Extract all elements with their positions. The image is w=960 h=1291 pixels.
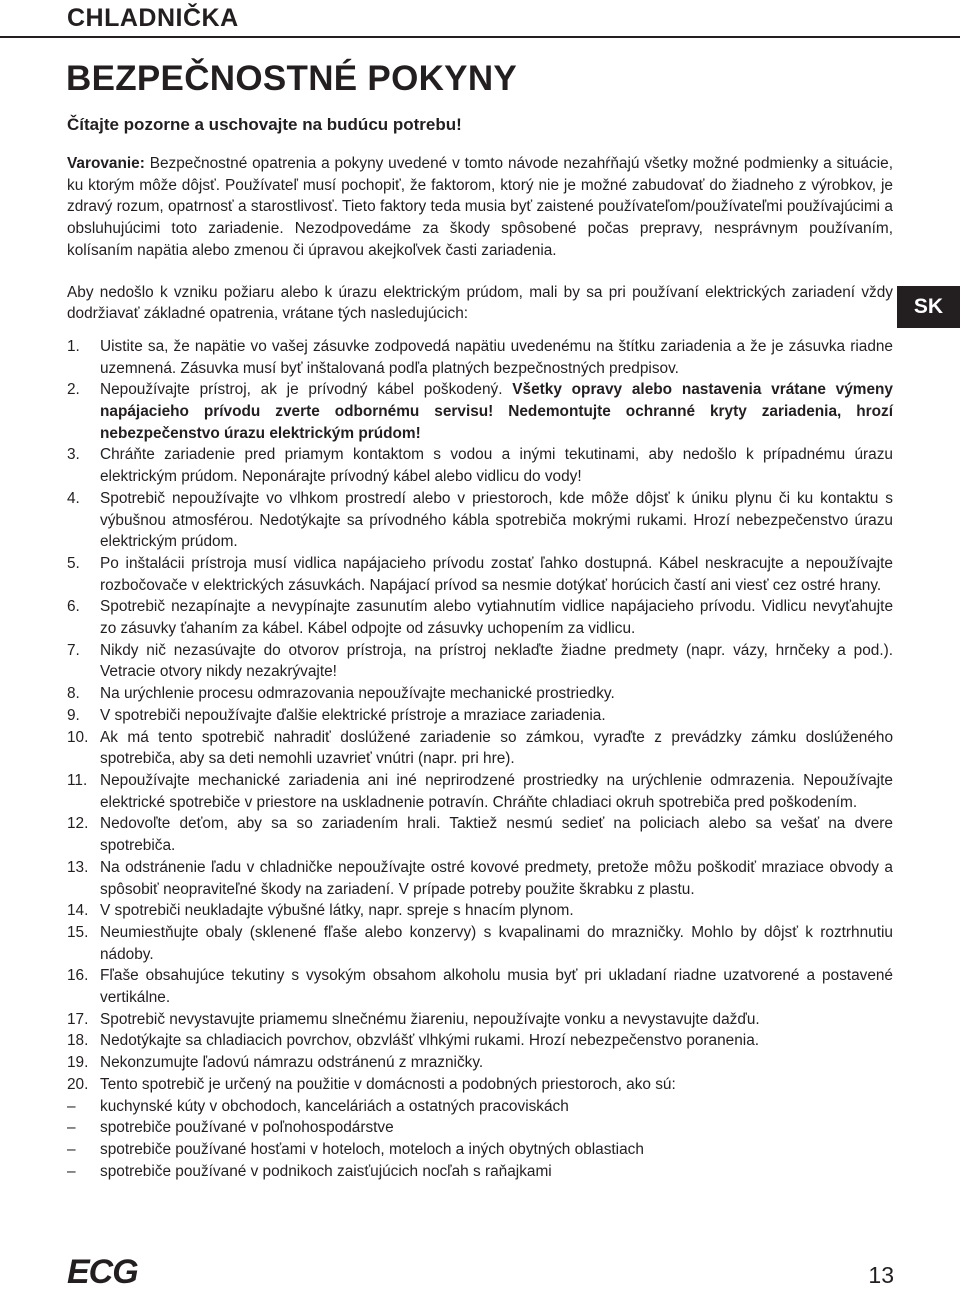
brand-logo: ECG <box>67 1253 138 1291</box>
warning-text: Bezpečnostné opatrenia a pokyny uvedené v tomto návode nezahŕňajú všetky možné podmienky a situácie, ku ktorým môže dôjsť. Používateľ musí pochopiť, že faktorom, ktorý nie je možné zabudovať do žiadneho z výrobkov, je zdravý rozum, opatrnosť a starostlivosť. Tieto faktory teda musia byť zaistené používateľom/používateľmi používajúcimi a obsluhujúcimi toto zariadenie. Nezodpovedáme za škody spôsobené počas prepravy, nesprávnym používaním, kolísaním napätia alebo zmenou či úpravou akejkoľvek časti zariadenia. <box>67 155 893 259</box>
header-bar <box>0 0 960 38</box>
list-item-number: 17. <box>67 1010 89 1028</box>
bullet-item-text: spotrebiče používané v podnikoch zaisťujúcich nocľah s raňajkami <box>100 1162 552 1180</box>
list-item <box>67 1030 893 1052</box>
list-item-number: 10. <box>67 728 89 746</box>
bullet-item-text: kuchynské kúty v obchodoch, kanceláriách a ostatných pracoviskách <box>100 1097 569 1115</box>
list-item-text: Chráňte zariadenie pred priamym kontaktom s vodou a inými tekutinami, aby nedošlo k prípadnému úrazu elektrickým prúdom. Neponárajte prívodný kábel alebo vidlicu do vody! <box>100 446 893 486</box>
list-item-text: Uistite sa, že napätie vo vašej zásuvke zodpovedá napätiu uvedenému na štítku zariadenia a že je zásuvka riadne uzemnená. Zásuvka musí byť inštalovaná podľa platných bezpečnostných predpisov. <box>100 337 893 377</box>
list-item-number: 20. <box>67 1075 89 1093</box>
list-item <box>67 770 893 813</box>
list-item <box>67 553 893 596</box>
list-item-bold-text: Všetky opravy alebo nastavenia vrátane výmeny napájacieho prívodu zverte odbornému servisu! Nedemontujte ochranné kryty zariadenia, hrozí nebezpečenstvo úrazu elektrickým prúdom! <box>100 381 893 442</box>
list-item-number: 18. <box>67 1032 89 1050</box>
list-item <box>67 705 893 727</box>
list-item-text: Spotrebič nezapínajte a nevypínajte zasunutím alebo vytiahnutím vidlice napájacieho prívodu. Vidlicu nevyťahujte zo zásuvky ťahaním za kábel. Kábel odpojte od zásuvky uchopením za vidlicu. <box>100 598 893 638</box>
bullet-item <box>67 1139 893 1161</box>
warning-label: Varovanie: <box>67 155 145 172</box>
list-item-text: V spotrebiči neukladajte výbušné látky, napr. spreje s hnacím plynom. <box>100 902 574 920</box>
list-item <box>67 596 893 639</box>
list-item <box>67 640 893 683</box>
content <box>67 153 893 1182</box>
list-item-text: Neumiestňujte obaly (sklenené fľaše alebo konzervy) s kvapalinami do mrazničky. Mohlo by dôjsť k roztrhnutiu nádoby. <box>100 923 893 963</box>
list-item-number: 19. <box>67 1054 89 1072</box>
dash-bullet: – <box>67 1140 76 1158</box>
page-number: 13 <box>868 1262 894 1288</box>
list-item-number: 13. <box>67 858 89 876</box>
list-item-text: Nikdy nič nezasúvajte do otvorov prístroja, na prístroj neklaďte žiadne predmety (napr. vázy, hrnčeky a pod.). Vetracie otvory nikdy nezakrývajte! <box>100 641 893 681</box>
list-item-number: 14. <box>67 902 89 920</box>
list-item <box>67 488 893 553</box>
list-item <box>67 1074 893 1096</box>
list-item <box>67 1009 893 1031</box>
list-item <box>67 857 893 900</box>
dash-bullet: – <box>67 1097 76 1115</box>
list-item-text: Spotrebič nepoužívajte vo vlhkom prostredí alebo v priestoroch, kde môže dôjsť k úniku plynu či ku kontaktu s výbušnou atmosférou. Nedotýkajte sa prívodného kábla spotrebiča mokrými rukami. Hrozí nebezpečenstvo úrazu elektrickým prúdom. <box>100 489 893 551</box>
list-item-text: Spotrebič nevystavujte priamemu slnečnému žiareniu, nepoužívajte vonku a nevystavujte dažďu. <box>100 1010 760 1028</box>
list-item-text: Po inštalácii prístroja musí vidlica napájacieho prívodu zostať ľahko dostupná. Kábel neskracujte a nepoužívajte rozbočovače v elektrických zásuvkách. Napájací prívod sa nesmie dotýkať horúcich častí ani viesť cez ostré hrany. <box>100 554 893 594</box>
safety-rules-list <box>67 336 893 1096</box>
list-item <box>67 727 893 770</box>
list-item-number: 16. <box>67 967 89 985</box>
bullet-item-text: spotrebiče používané v poľnohospodárstve <box>100 1119 394 1137</box>
bullet-item-text: spotrebiče používané hosťami v hoteloch, moteloch a iných obytných oblastiach <box>100 1140 644 1158</box>
dash-bullet: – <box>67 1162 76 1180</box>
bullet-item <box>67 1117 893 1139</box>
dash-bullet: – <box>67 1119 76 1137</box>
list-item-text: Nekonzumujte ľadovú námrazu odstránenú z mrazničky. <box>100 1054 484 1072</box>
list-item-number: 8. <box>67 685 80 703</box>
list-item <box>67 336 893 379</box>
list-item-number: 7. <box>67 641 80 659</box>
list-item <box>67 1052 893 1074</box>
list-item-number: 3. <box>67 446 80 464</box>
usage-places-list <box>67 1096 893 1183</box>
list-item-number: 5. <box>67 554 80 572</box>
list-item <box>67 965 893 1008</box>
list-item-number: 11. <box>67 771 88 789</box>
list-item-number: 9. <box>67 706 80 724</box>
list-item <box>67 444 893 487</box>
page-title: BEZPEČNOSTNÉ POKYNY <box>66 59 518 98</box>
bullet-item <box>67 1161 893 1183</box>
list-item-text: Nedovoľte deťom, aby sa so zariadením hrali. Taktiež nesmú sedieť na policiach alebo sa vešať na dvere spotrebiča. <box>100 815 893 855</box>
list-item-number: 6. <box>67 598 80 616</box>
list-item-text: Na odstránenie ľadu v chladničke nepoužívajte ostré kovové predmety, pretože môžu poškodiť mraziace obvody a spôsobiť neopraviteľné škody na zariadení. V prípade potreby použite škrabku z plastu. <box>100 858 893 898</box>
subtitle: Čítajte pozorne a uschovajte na budúcu potrebu! <box>67 115 462 134</box>
list-item <box>67 900 893 922</box>
bullet-item <box>67 1096 893 1118</box>
list-item-text: Nepoužívajte mechanické zariadenia ani iné neprirodzené prostriedky na urýchlenie odmrazenia. Nepoužívajte elektrické spotrebiče v priestore na uskladnenie potravín. Chráňte chladiaci okruh spotrebiča pred poškodením. <box>100 771 893 811</box>
list-item-number: 15. <box>67 923 89 941</box>
list-item <box>67 379 893 444</box>
list-item-text: Ak má tento spotrebič nahradiť doslúžené zariadenie so zámkou, vyraďte z prevádzky zámku doslúženého spotrebiča, aby sa deti nemohli uzavrieť vnútri (napr. pri hre). <box>100 728 893 768</box>
header-title: CHLADNIČKA <box>67 4 239 32</box>
warning-paragraph <box>67 153 893 262</box>
list-item-text: Tento spotrebič je určený na použitie v domácnosti a podobných priestoroch, ako sú: <box>100 1075 676 1093</box>
list-item-text: V spotrebiči nepoužívajte ďalšie elektrické prístroje a mraziace zariadenia. <box>100 706 606 724</box>
list-item <box>67 922 893 965</box>
list-item-number: 12. <box>67 815 89 833</box>
list-item-number: 2. <box>67 381 80 399</box>
intro-paragraph: Aby nedošlo k vzniku požiaru alebo k úrazu elektrickým prúdom, mali by sa pri používaní elektrických zariadení vždy dodržiavať základné opatrenia, vrátane tých nasledujúcich: <box>67 283 893 323</box>
list-item-text: Na urýchlenie procesu odmrazovania nepoužívajte mechanické prostriedky. <box>100 685 615 703</box>
list-item-text: Nepoužívajte prístroj, ak je prívodný kábel poškodený. <box>100 381 513 399</box>
list-item-text: Fľaše obsahujúce tekutiny s vysokým obsahom alkoholu musia byť pri ukladaní riadne uzatvorené a postavené vertikálne. <box>100 967 893 1007</box>
list-item-number: 4. <box>67 489 80 507</box>
list-item <box>67 813 893 856</box>
list-item-number: 1. <box>67 337 80 355</box>
list-item-text: Nedotýkajte sa chladiacich povrchov, obzvlášť vlhkými rukami. Hrozí nebezpečenstvo poranenia. <box>100 1032 760 1050</box>
language-tab: SK <box>897 286 960 328</box>
list-item <box>67 683 893 705</box>
